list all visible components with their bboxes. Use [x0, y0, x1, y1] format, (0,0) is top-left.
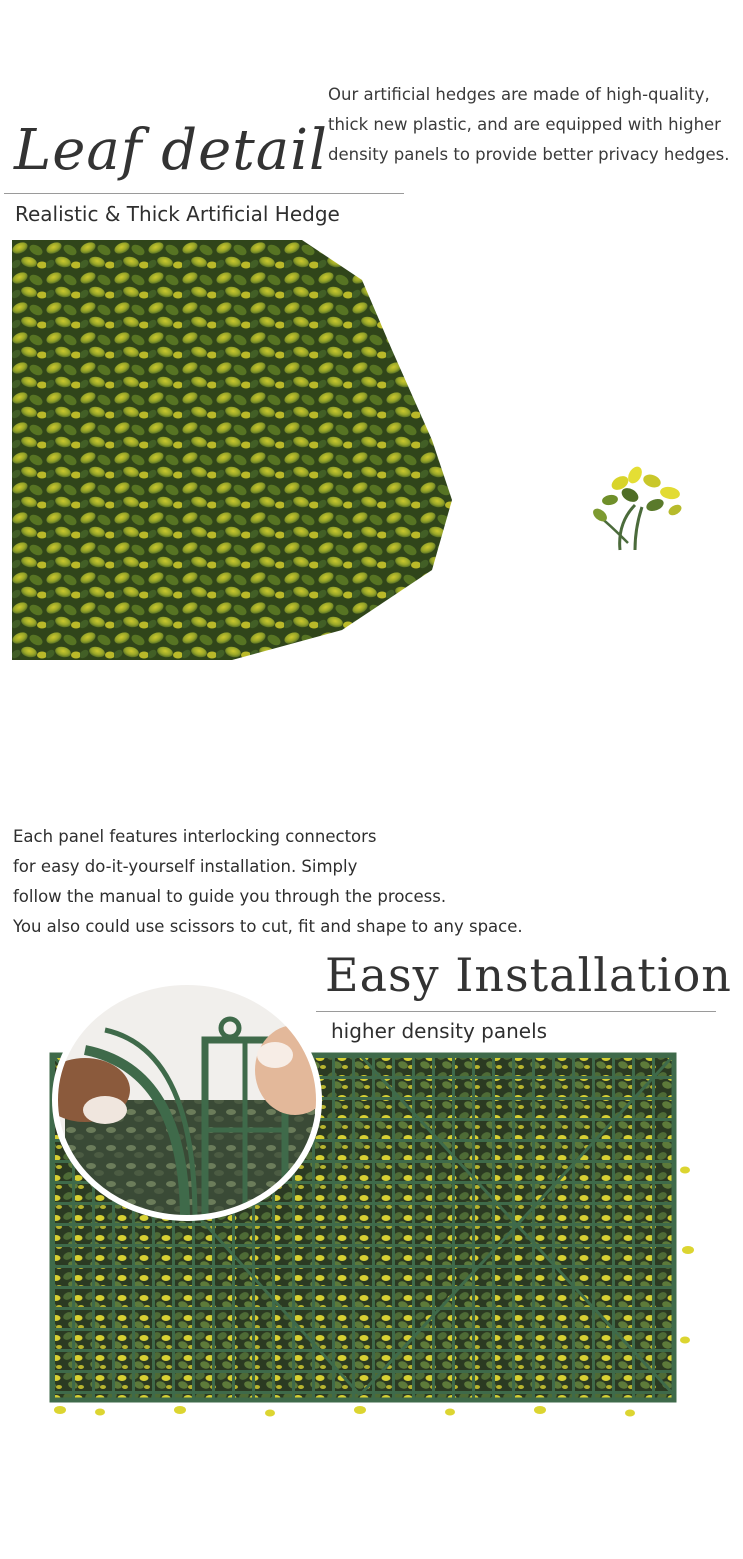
leaf-detail-title: Leaf detail [14, 118, 328, 183]
install-description-line: follow the manual to guide you through the process. [13, 887, 447, 906]
install-description-line: Each panel features interlocking connectors [13, 827, 377, 846]
install-description-line: for easy do-it-yourself installation. Simply [13, 857, 358, 876]
title-divider [4, 193, 404, 194]
easy-installation-title: Easy Installation [325, 948, 732, 1002]
leaf-detail-subtitle: Realistic & Thick Artificial Hedge [15, 202, 340, 226]
leaf-description [328, 80, 733, 170]
connector-closeup-image [45, 980, 330, 1230]
single-leaf-sprig-image [580, 455, 695, 560]
hedge-panel-image [12, 240, 457, 662]
installation-subtitle: higher density panels [331, 1019, 548, 1043]
leaf-description-line: Our artificial hedges are made of high-quality, [328, 85, 710, 104]
leaf-description-line: thick new plastic, and are equipped with higher [328, 115, 721, 134]
install-description-line: You also could use scissors to cut, fit and shape to any space. [13, 917, 523, 936]
install-description [13, 822, 573, 942]
leaf-description-line: density panels to provide better privacy hedges. [328, 145, 730, 164]
title-divider [316, 1011, 716, 1012]
